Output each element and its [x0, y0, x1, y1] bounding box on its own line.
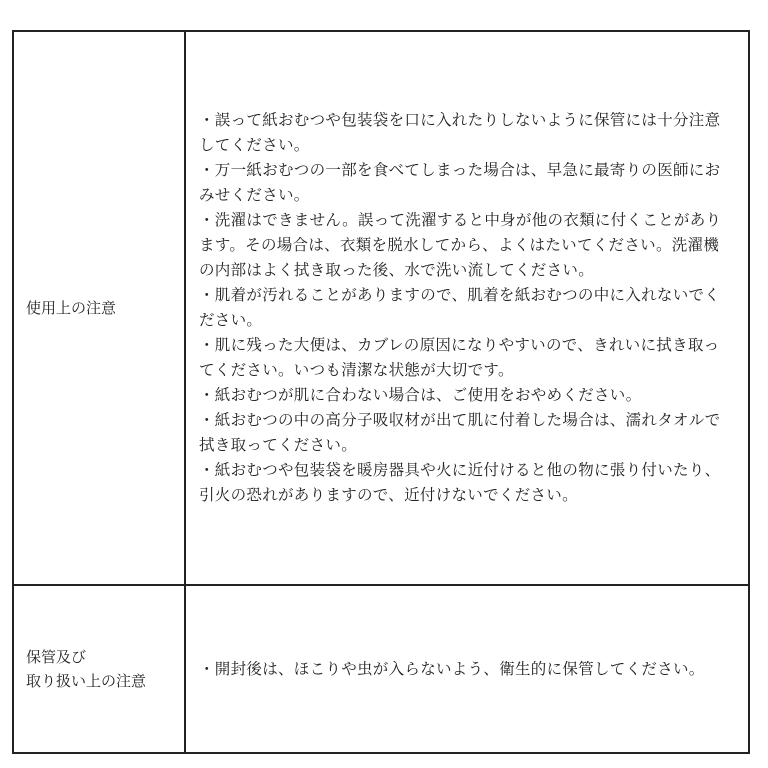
row-label-storage-handling	[13, 585, 185, 753]
precaution-item: ・紙おむつや包装袋を暖房器具や火に近付けると他の物に張り付いたり、引火の恐れがありますので、近付けないでください。	[199, 461, 721, 504]
precaution-item: ・紙おむつが肌に合わない場合は、ご使用をおやめください。	[199, 386, 642, 404]
row-label-text: 保管及び	[26, 648, 87, 666]
precaution-item: ・誤って紙おむつや包装袋を口に入れたりしないように保管には十分注意してください。	[199, 111, 721, 154]
precaution-item: ・洗濯はできません。誤って洗濯すると中身が他の衣類に付くことがあります。その場合は、衣類を脱水してから、よくはたいてください。洗濯機の内部はよく拭き取った後、水で洗い流してください。	[199, 211, 722, 279]
precaution-item: ・肌に残った大便は、カブレの原因になりやすいので、きれいに拭き取ってください。いつも清潔な状態が大切です。	[199, 336, 720, 379]
row-label-text: 使用上の注意	[26, 299, 117, 317]
precaution-item: ・万一紙おむつの一部を食べてしまった場合は、早急に最寄りの医師におみせください。	[199, 161, 721, 204]
row-label-text: 取り扱い上の注意	[26, 672, 147, 690]
row-content-usage-precautions	[185, 31, 749, 585]
table-row-usage-precautions	[13, 31, 749, 585]
precaution-item: ・肌着が汚れることがありますので、肌着を紙おむつの中に入れないでください。	[199, 286, 721, 329]
row-content-storage-handling	[185, 585, 749, 753]
table-row-storage-handling	[13, 585, 749, 753]
row-label-usage-precautions	[13, 31, 185, 585]
precaution-item: ・紙おむつの中の高分子吸収材が出て肌に付着した場合は、濡れタオルで拭き取ってください。	[199, 411, 721, 454]
storage-item: ・開封後は、ほこりや虫が入らないよう、衛生的に保管してください。	[199, 659, 705, 678]
notice-table	[12, 30, 750, 754]
